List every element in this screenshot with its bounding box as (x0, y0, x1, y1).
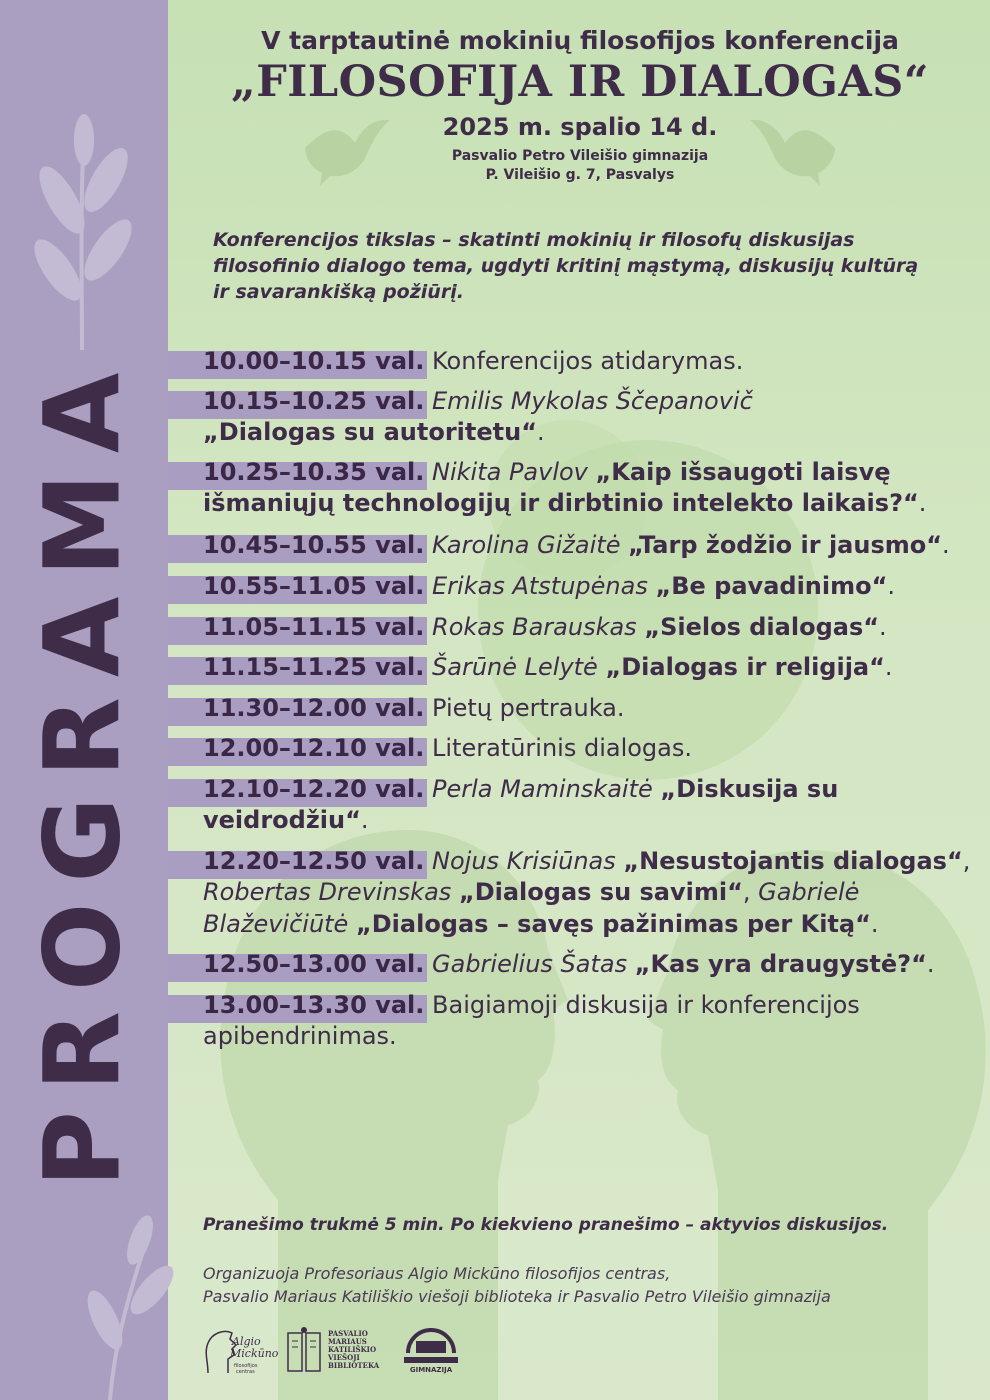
organizers-line: Pasvalio Mariaus Katiliškio viešoji biblioteka ir Pasvalio Petro Vileišio gimnazija (203, 1287, 831, 1306)
program-item (168, 733, 978, 765)
speaker-name: Karolina Gižaitė (432, 530, 621, 559)
goal-line: Konferencijos tikslas – skatinti mokinių ir filosofų diskusijas (213, 229, 855, 251)
goal-line: ir savarankišką požiūrį. (213, 281, 464, 303)
conference-subtitle: V tarptautinė mokinių filosofijos konferencija (261, 26, 899, 55)
header (170, 26, 990, 185)
talk-title: „Nesustojantis dialogas“ (623, 846, 963, 875)
talk-title: „Be pavadinimo“ (655, 572, 888, 600)
talk-title: „Diskusija su veidrodžiu“ (203, 774, 839, 834)
program-item (168, 990, 978, 1053)
svg-text:Algio: Algio (232, 1334, 261, 1348)
talk-title: „Dialogas ir religija“ (605, 653, 885, 681)
conference-title: „FILOSOFIJA IR DIALOGAS“ (230, 57, 930, 107)
program-time: 11.30–12.00 val. (203, 693, 425, 722)
conference-goal (213, 227, 953, 305)
program-item: 10.25–10.35 val. Nikita Pavlov „Kaip išsaugoti laisvę išmaniųjų technologijų ir dirbtinio intelekto laikais?“. (168, 457, 978, 520)
speaker-name: Robertas Drevinskas (203, 878, 452, 906)
program-item: 12.50–13.00 val. Gabrielius Šatas „Kas yra draugystė?“. (168, 949, 978, 981)
program-time: 11.15–11.25 val. (203, 653, 425, 681)
program-item (168, 693, 978, 725)
program-text: Konferencijos atidarymas. (432, 347, 744, 375)
logos (200, 1322, 462, 1377)
book-icon (286, 1325, 322, 1375)
speaker-name: Nojus Krisiūnas (432, 846, 616, 875)
organizers (203, 1262, 983, 1308)
olive-branch-top-icon (22, 120, 142, 350)
program-text: Pietų pertrauka. (432, 693, 625, 722)
program-time: 12.20–12.50 val. (203, 846, 425, 875)
svg-text:filosofijos: filosofijos (234, 1362, 258, 1369)
goal-line: filosofinio dialogo tema, ugdyti kritinį mąstymą, diskusijų kultūrą (213, 255, 919, 277)
school-logo (400, 1325, 462, 1375)
program-time: 12.10–12.20 val. (203, 774, 425, 803)
program-time: 12.50–13.00 val. (203, 950, 425, 978)
talk-title: „Dialogas su savimi“ (458, 878, 743, 906)
program-item: 11.05–11.15 val. Rokas Barauskas „Sielos dialogas“. (168, 612, 978, 644)
program-time: 10.15–10.25 val. (203, 386, 425, 415)
program-time: 10.00–10.15 val. (203, 347, 425, 375)
speaker-name: Rokas Barauskas (432, 612, 637, 641)
conference-date: 2025 m. spalio 14 d. (442, 113, 718, 141)
library-logo (286, 1325, 378, 1375)
program-time: 10.45–10.55 val. (203, 530, 425, 559)
program-item: 12.20–12.50 val. Nojus Krisiūnas „Nesustojantis dialogas“, Robertas Drevinskas „Dialogas su savimi“, Gabrielė Blaževičiūtė „Dialogas – savęs pažinimas per Kitą“. (168, 846, 978, 941)
program-item: 11.15–11.25 val. Šarūnė Lelytė „Dialogas ir religija“. (168, 652, 978, 684)
talk-title: „Sielos dialogas“ (644, 612, 879, 641)
speaker-name: Gabrielė Blaževičiūtė (203, 878, 860, 938)
talk-title: „Kaip išsaugoti laisvę išmaniųjų technologijų ir dirbtinio intelekto laikais?“ (203, 457, 919, 517)
speaker-name: Perla Maminskaitė (432, 774, 653, 803)
school-logo-text: GIMNAZIJA (409, 1365, 453, 1374)
olive-branch-bottom-icon (70, 1210, 170, 1400)
speaker-name: Erikas Atstupėnas (432, 572, 648, 600)
conference-address: P. Vileišio g. 7, Pasvalys (485, 167, 675, 183)
svg-text:centras: centras (236, 1368, 255, 1375)
program-text: Baigiamoji diskusija ir konferencijos apibendrinimas. (203, 990, 860, 1050)
program-item: 10.45–10.55 val. Karolina Gižaitė „Tarp žodžio ir jausmo“. (168, 530, 978, 562)
programa-vertical-heading: PROGRAMA (21, 352, 144, 1188)
program-text: Literatūrinis dialogas. (432, 734, 693, 762)
program-item: 12.10–12.20 val. Perla Maminskaitė „Diskusija su veidrodžiu“. (168, 774, 978, 837)
conference-venue: Pasvalio Petro Vileišio gimnazija (451, 148, 709, 164)
program-time: 13.00–13.30 val. (203, 990, 425, 1019)
program-time: 12.00–12.10 val. (203, 734, 425, 762)
program-item: 10.55–11.05 val. Erikas Atstupėnas „Be pavadinimo“. (168, 571, 978, 603)
talk-title: „Tarp žodžio ir jausmo“ (628, 530, 943, 559)
program-list (168, 346, 978, 1053)
organizers-line: Organizuoja Profesoriaus Algio Mickūno filosofijos centras, (203, 1264, 671, 1283)
philosophy-center-logo (200, 1325, 279, 1375)
speaker-name: Gabrielius Šatas (432, 950, 628, 978)
sidebar-title (21, 352, 144, 1188)
library-logo-text: PASVALIO MARIAUS KATILIŠKIO VIEŠOJI BIBLIOTEKA (328, 1328, 380, 1370)
talk-title: „Kas yra draugystė?“ (634, 950, 927, 978)
profile-head-icon (200, 1325, 279, 1375)
program-time: 10.55–11.05 val. (203, 572, 425, 600)
program-item: 10.15–10.25 val. Emilis Mykolas Ščepanovič „Dialogas su autoritetu“. (168, 386, 978, 449)
talk-title: „Dialogas su autoritetu“ (203, 418, 537, 446)
talk-title: „Dialogas – savęs pažinimas per Kitą“ (355, 909, 871, 938)
school-building-icon (400, 1325, 462, 1375)
speaker-name: Nikita Pavlov (432, 457, 588, 486)
svg-text:Mickūno: Mickūno (230, 1346, 279, 1360)
speaker-name: Šarūnė Lelytė (432, 653, 598, 681)
program-time: 11.05–11.15 val. (203, 612, 425, 641)
speaker-name: Emilis Mykolas Ščepanovič (432, 386, 753, 415)
program-time: 10.25–10.35 val. (203, 457, 425, 486)
duration-note: Pranešimo trukmė 5 min. Po kiekvieno pranešimo – aktyvios diskusijos. (203, 1215, 889, 1235)
program-item (168, 346, 978, 378)
